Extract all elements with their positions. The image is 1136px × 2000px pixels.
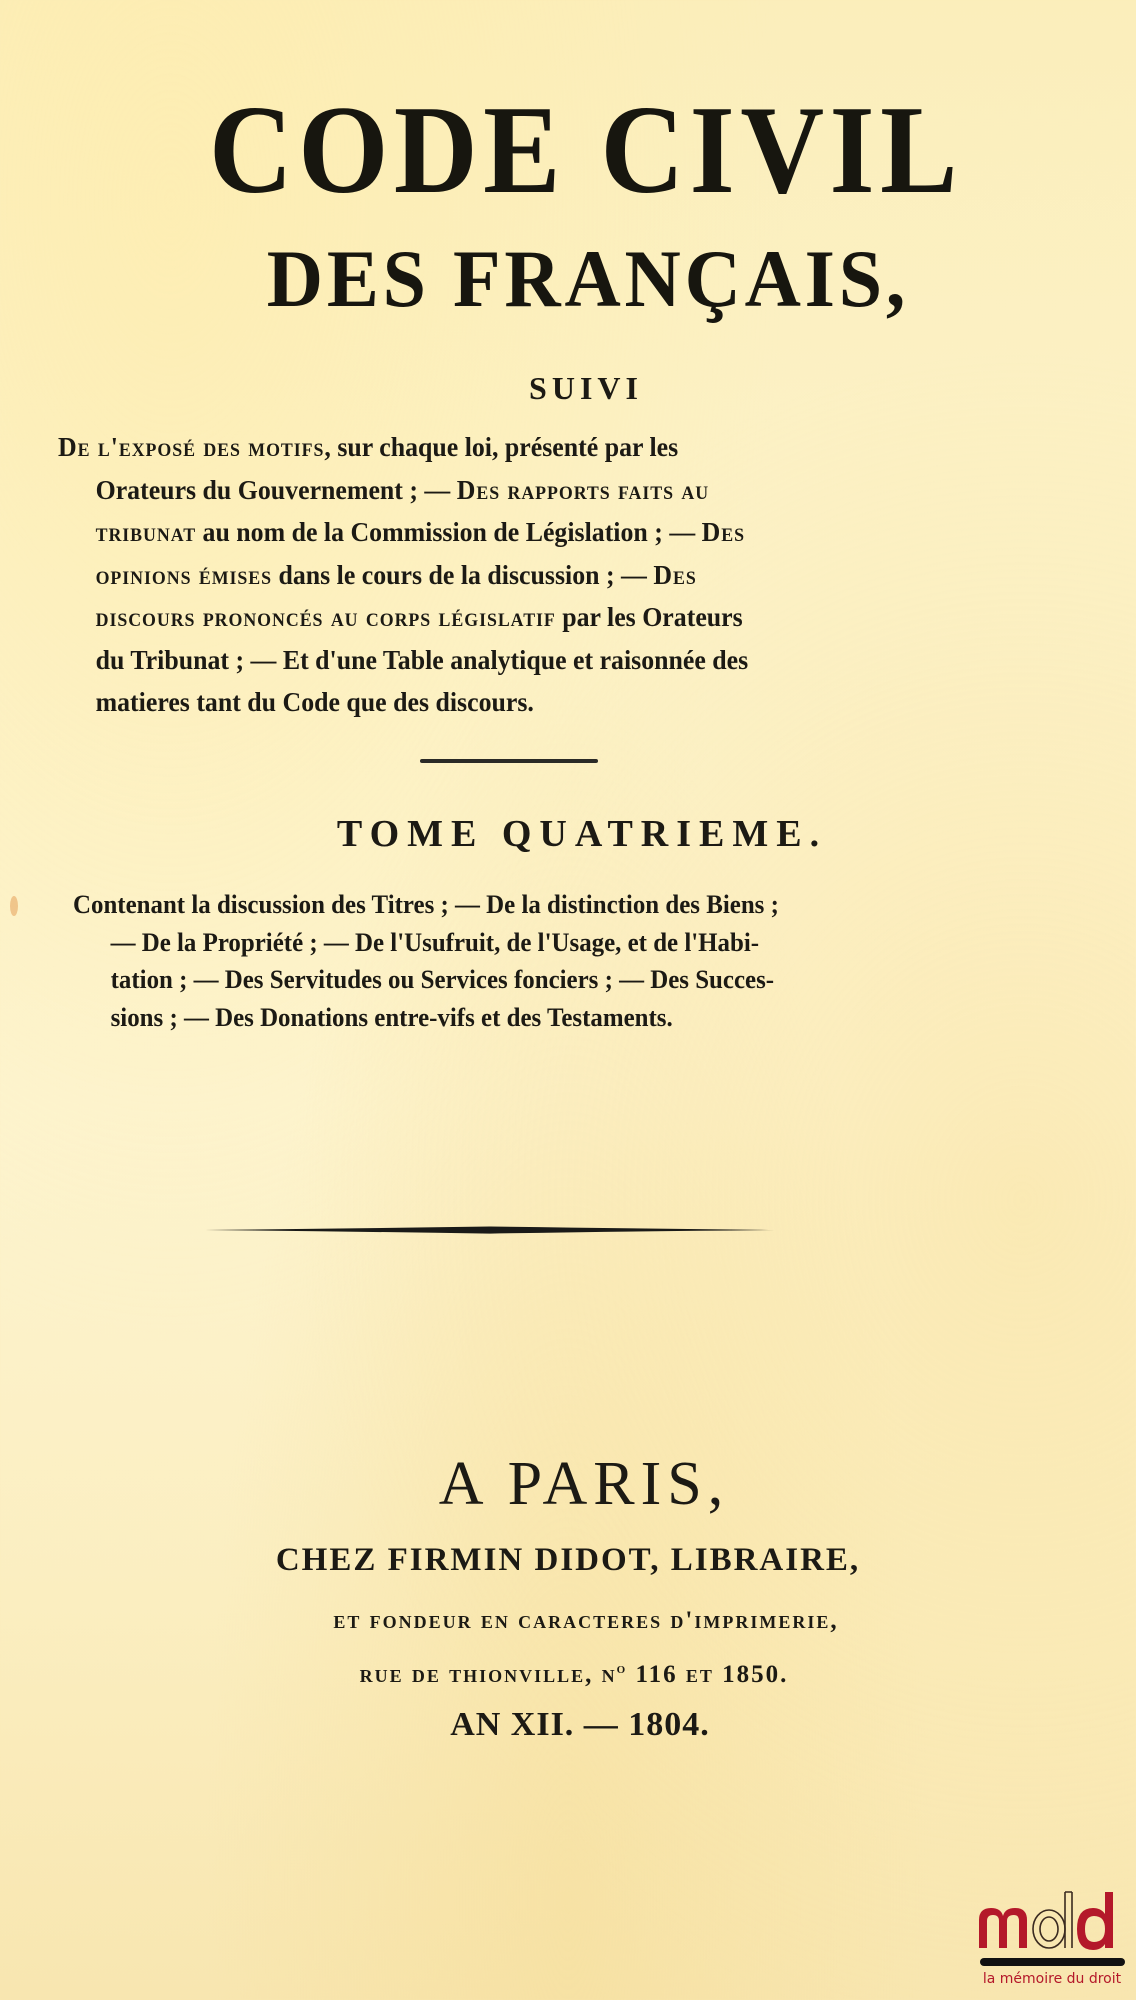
subtitle-suivi: SUIVI	[529, 370, 643, 406]
short-divider	[420, 759, 598, 763]
imprint-city: A PARIS,	[438, 1450, 730, 1518]
text-run: matieres tant du Code que des discours.	[95, 686, 534, 717]
address-text: 116 et 1850.	[627, 1661, 789, 1688]
paper-stain	[10, 896, 18, 916]
description-line	[58, 596, 1026, 639]
description-line	[58, 426, 1026, 469]
contents-paragraph	[73, 886, 1032, 1036]
text-run: tribunat	[95, 516, 197, 547]
imprint-date: AN XII. — 1804.	[450, 1706, 710, 1743]
text-run: opinions émises	[95, 558, 272, 590]
description-line	[58, 469, 1026, 512]
logo-bar	[980, 1958, 1125, 1966]
text-run: Des rapports faits au	[456, 473, 710, 505]
address-superscript: o	[616, 1661, 628, 1677]
text-run: Orateurs du Gouvernement ; —	[95, 473, 457, 505]
ornamental-divider	[205, 1225, 775, 1235]
mdd-logo-icon	[977, 1890, 1125, 1950]
description-paragraph	[58, 426, 1026, 724]
description-line	[58, 511, 1026, 554]
tapered-rule-icon	[205, 1225, 775, 1235]
mdd-logo	[972, 1888, 1132, 1998]
address-text: rue de thionville, n	[359, 1661, 617, 1688]
title-line-1: CODE CIVIL	[208, 81, 964, 220]
description-line	[58, 681, 1026, 724]
logo-tagline: la mémoire du droit	[982, 1971, 1122, 1987]
text-run: Des	[653, 558, 697, 590]
contents-line: Contenant la discussion des Titres ; — De la distinction des Biens ;	[73, 889, 779, 919]
text-run: discours prononcés au corps législatif	[95, 601, 556, 632]
contents-line: sions ; — Des Donations entre-vifs et des Testaments.	[110, 1001, 673, 1032]
text-run: dans le cours de la discussion ; —	[271, 558, 654, 590]
text-run: Des	[701, 516, 745, 547]
text-run: , sur chaque loi, présenté par les	[324, 431, 679, 462]
imprint-publisher: CHEZ FIRMIN DIDOT, LIBRAIRE,	[275, 1542, 861, 1578]
text-run: par les Orateurs	[555, 601, 743, 632]
description-line	[58, 554, 1026, 597]
imprint-address	[6, 1662, 1136, 1687]
text-run: De l'exposé des motifs	[58, 431, 325, 462]
text-run: au nom de la Commission de Législation ; —	[196, 516, 702, 547]
description-line	[58, 639, 1026, 682]
imprint-trade: et fondeur en caracteres d'imprimerie,	[333, 1607, 839, 1634]
contents-line: — De la Propriété ; — De l'Usufruit, de l'Usage, et de l'Habi-	[110, 926, 760, 957]
text-run: du Tribunat ; — Et d'une Table analytique et raisonnée des	[95, 643, 749, 675]
contents-line: tation ; — Des Servitudes ou Services fonciers ; — Des Succes-	[110, 964, 775, 994]
volume-title: TOME QUATRIEME.	[336, 813, 828, 855]
title-line-2: DES FRANÇAIS,	[266, 233, 910, 324]
